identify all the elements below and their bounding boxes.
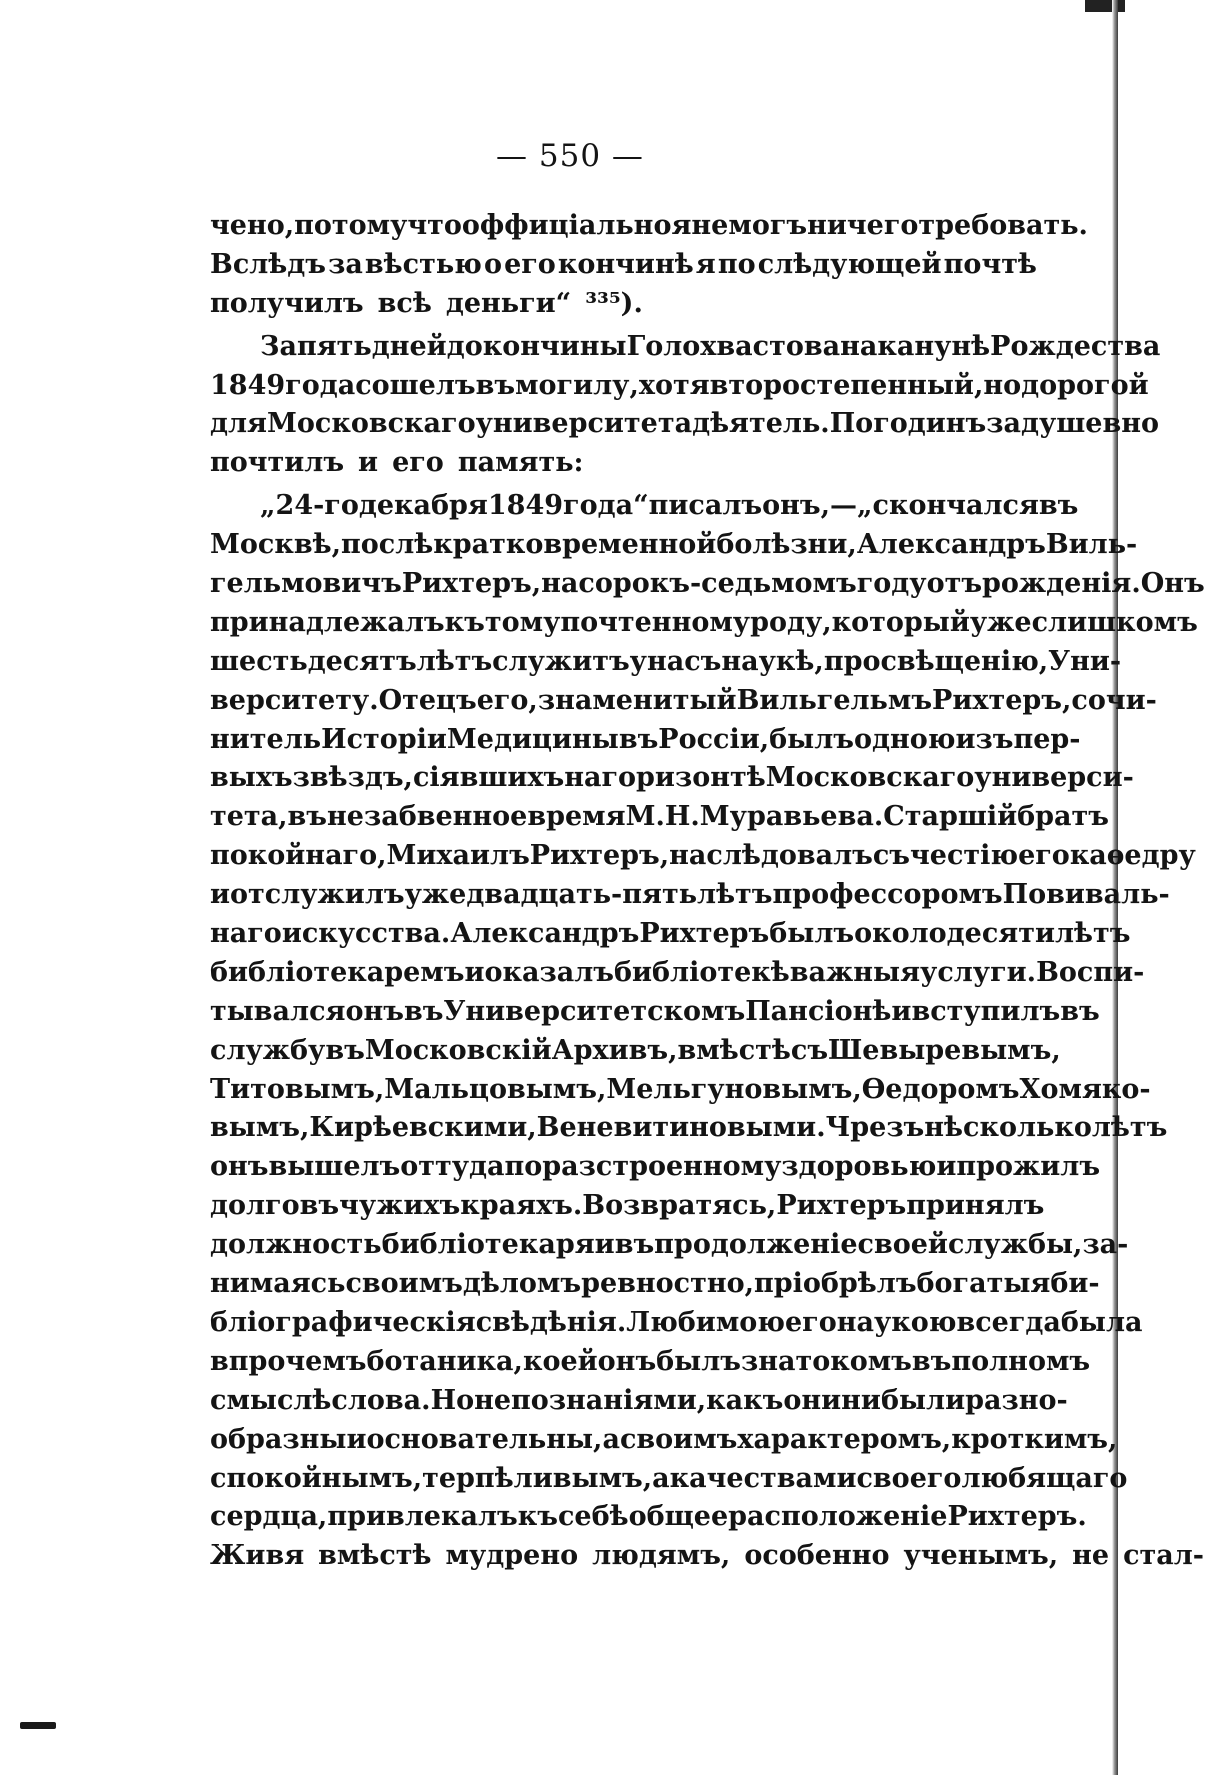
word: къ [444, 606, 485, 638]
word: людямъ, [592, 1540, 731, 1572]
word: изъ [955, 723, 1014, 755]
text-line [210, 565, 1205, 604]
word: Мальцовымъ, [384, 1073, 607, 1105]
word: въ [403, 995, 444, 1027]
word: всѣ [377, 287, 432, 319]
word: былъ [769, 918, 855, 950]
word: братъ [1017, 801, 1109, 833]
word: Старшій [883, 801, 1018, 833]
word: роду, [750, 606, 832, 638]
word: вмѣстѣ [677, 1034, 791, 1066]
word: прожилъ [956, 1151, 1101, 1183]
word: могилу, [515, 369, 639, 401]
word: Рихтеръ, [401, 568, 542, 600]
word: на [564, 762, 602, 794]
text-line [210, 487, 1079, 526]
word: ревностно, [581, 1268, 754, 1300]
word: важныя [789, 956, 921, 988]
text-line [210, 1187, 1045, 1226]
word: за [328, 248, 363, 280]
word: звѣздъ, [292, 762, 413, 794]
word: онъ,—„скончался [762, 490, 1039, 522]
text-line [210, 721, 1081, 760]
word: знаменитый [537, 684, 737, 716]
word: и [891, 995, 912, 1027]
word: честію [910, 840, 1019, 872]
word: Виль- [1045, 529, 1138, 561]
word: задушевно [986, 408, 1159, 440]
word: тому [484, 606, 561, 638]
word: онъ [210, 1151, 269, 1183]
word: наго [210, 918, 282, 950]
word: лѣтъ [1091, 1112, 1168, 1144]
word: разстроенному [542, 1151, 782, 1183]
word: лѣтъ [416, 645, 493, 677]
word: я [671, 210, 692, 241]
text-line [210, 1498, 1087, 1537]
word: услуги. [920, 956, 1037, 988]
word: Хомяко- [1019, 1073, 1151, 1105]
text-line [210, 1343, 1091, 1382]
word: года“ [563, 490, 649, 522]
word: качествами [669, 1462, 857, 1494]
word: десяти [946, 918, 1055, 950]
word: послѣ [340, 529, 434, 561]
word: Мельгуновымъ, [606, 1073, 862, 1105]
word: не [691, 210, 729, 241]
word: сердца, [210, 1501, 328, 1533]
word: въ [325, 1034, 365, 1066]
word: впрочемъ [210, 1345, 367, 1377]
text-line [210, 1421, 1118, 1460]
word: Рихтеръ. [947, 1501, 1087, 1533]
word: была [1060, 1306, 1143, 1338]
word: Рихтеръ [639, 918, 770, 950]
word: библіотекѣ [614, 956, 790, 988]
word: 1849 [210, 369, 286, 401]
word: горизонтѣ [601, 762, 766, 794]
word: Рождества [990, 330, 1161, 362]
word: Муравьева. [699, 801, 884, 833]
word: но [983, 369, 1022, 401]
text-line [210, 954, 1145, 993]
word: у [629, 645, 647, 677]
word: и [464, 956, 485, 988]
word: Михаилъ [386, 840, 530, 872]
word: ни [841, 1384, 881, 1416]
word: чужихъ [339, 1190, 461, 1222]
word: Рихтеръ, [529, 840, 670, 872]
word: Московскаго [266, 408, 476, 440]
word: для [210, 408, 267, 440]
word: оттуда [400, 1151, 505, 1183]
text-line [210, 1148, 1101, 1187]
text-line [210, 682, 1157, 721]
word: его [504, 248, 556, 280]
word: универси- [974, 762, 1134, 794]
word: уже [404, 879, 467, 911]
word: по [717, 248, 756, 280]
word: службы, [947, 1229, 1083, 1261]
word: насъ [646, 645, 722, 677]
word: былъ [656, 1345, 741, 1377]
word: принялъ [906, 1190, 1045, 1222]
word: Россіи, [658, 723, 770, 755]
word: декабря [358, 490, 488, 522]
word: о [483, 248, 502, 280]
word: своимъ [619, 1423, 738, 1455]
text-line [210, 1071, 1151, 1110]
word: службу [210, 1034, 326, 1066]
text-line [210, 1265, 1100, 1304]
word: университета [475, 408, 693, 440]
word: за- [1082, 1229, 1129, 1261]
word: на [840, 330, 878, 362]
word: знатокомъ [740, 1345, 912, 1377]
text-line [210, 837, 1196, 876]
word: библіотекаремъ [210, 956, 465, 988]
word: въ [475, 369, 516, 401]
word: кроткимъ, [951, 1423, 1118, 1455]
word: пріобрѣлъ [754, 1268, 917, 1300]
word: библіотекаря [381, 1229, 595, 1261]
word: рожденія. [982, 568, 1141, 600]
word: бліографическія [210, 1306, 476, 1338]
word: полномъ [951, 1345, 1091, 1377]
word: уже [969, 606, 1032, 638]
word: чено, [210, 210, 295, 241]
word: и [346, 1423, 367, 1455]
word: ³³⁵). [585, 287, 643, 319]
text-line [210, 604, 1198, 643]
word: Университетскомъ [443, 995, 746, 1027]
word: стал- [1123, 1540, 1205, 1572]
word: тывался [210, 995, 346, 1027]
word: пер- [1013, 723, 1081, 755]
word: 1849 [487, 490, 564, 522]
word: его [784, 1306, 837, 1338]
word: оффиціально [461, 210, 672, 241]
word: его [392, 447, 444, 479]
word: Архивъ, [551, 1034, 678, 1066]
word: принадлежалъ [210, 606, 445, 638]
word: время [527, 801, 626, 833]
word: Воспи- [1036, 956, 1145, 988]
text-line [210, 1226, 1129, 1265]
word: нимаясь [210, 1268, 346, 1300]
word: дорогой [1021, 369, 1149, 401]
word: одною [854, 723, 956, 755]
word: всегда [956, 1306, 1061, 1338]
word: дѣломъ [462, 1268, 582, 1300]
word: Исторіи [321, 723, 447, 755]
word: Рихтеръ, [932, 684, 1072, 716]
word: просвѣщенію, [823, 645, 1049, 677]
scan-edge-mark [1085, 0, 1125, 12]
text-line [210, 798, 1109, 837]
word: Вильгельмъ [736, 684, 933, 716]
text-line [210, 915, 1131, 954]
word: канунѣ [877, 330, 991, 362]
word: Чрезъ [825, 1112, 925, 1144]
word: характеромъ, [737, 1423, 952, 1455]
text-line [210, 526, 1138, 565]
word: ботаника, [366, 1345, 523, 1377]
word: слишкомъ [1031, 606, 1198, 638]
word: который [831, 606, 970, 638]
text-line [210, 285, 1037, 324]
word: вступилъ [911, 995, 1061, 1027]
word: и [210, 879, 231, 911]
word: себѣ [557, 1501, 629, 1533]
word: мудрено [445, 1540, 579, 1572]
word: Повиваль- [1002, 879, 1170, 911]
word: Голохвастова [626, 330, 841, 362]
word: Н. [664, 801, 700, 833]
scan-margin-mark [20, 1722, 56, 1729]
word: болѣзни, [716, 529, 857, 561]
word: расположеніе [728, 1501, 948, 1533]
word: отслужилъ [230, 879, 405, 911]
word: отъ [926, 568, 983, 600]
word: пять [296, 330, 372, 362]
word: были [880, 1384, 966, 1416]
word: Погодинъ [829, 408, 987, 440]
word: Александръ [856, 529, 1046, 561]
word: Ѳедоромъ [861, 1073, 1020, 1105]
word: познаніями, [511, 1384, 707, 1416]
word: по [504, 1151, 543, 1183]
word: я [695, 248, 716, 280]
word: привлекалъ [327, 1501, 518, 1533]
word: вымъ, [210, 1112, 310, 1144]
text-line [210, 876, 1170, 915]
word: смыслѣ [210, 1384, 332, 1416]
word: кончинѣ [557, 248, 694, 280]
word: около [854, 918, 947, 950]
text-line [210, 1304, 1143, 1343]
word: Вслѣдъ [210, 248, 326, 280]
word: незабвенное [327, 801, 528, 833]
word: богатыя [916, 1268, 1051, 1300]
text-line [210, 1109, 1168, 1148]
word: слѣдующей [757, 248, 942, 280]
word: и [594, 1229, 615, 1261]
word: профессоромъ [772, 879, 1003, 911]
word: потому [294, 210, 408, 241]
word: Уни- [1048, 645, 1122, 677]
word: общее [628, 1501, 729, 1533]
word: Любимою [626, 1306, 785, 1338]
word: на [541, 568, 579, 600]
word: былъ [769, 723, 854, 755]
word: нитель [210, 723, 322, 755]
word: образны [210, 1423, 347, 1455]
word: что [407, 210, 462, 241]
word: онъ [597, 1345, 657, 1377]
text-line [210, 759, 1134, 798]
word: своей [857, 1229, 948, 1261]
word: а [602, 1423, 620, 1455]
word: въ [618, 723, 659, 755]
word: наукою [836, 1306, 957, 1338]
word: продолженіе [654, 1229, 858, 1261]
word: М. [625, 801, 665, 833]
word: Пансіонѣ [745, 995, 892, 1027]
word: гельмовичъ [210, 568, 402, 600]
word: вышелъ [268, 1151, 401, 1183]
word: сошелъ [355, 369, 476, 401]
word: года [285, 369, 356, 401]
word: коей [522, 1345, 598, 1377]
word: и [358, 447, 379, 479]
text-line [210, 643, 1122, 682]
word: его, [476, 684, 538, 716]
word: его [1018, 840, 1070, 872]
word: въ [1038, 490, 1079, 522]
word: съ [872, 840, 911, 872]
word: своимъ [345, 1268, 463, 1300]
word: любящаго [961, 1462, 1128, 1494]
word: шестьдесятъ [210, 645, 417, 677]
word: особенно [744, 1540, 890, 1572]
word: наукѣ, [721, 645, 824, 677]
word: оказалъ [484, 956, 614, 988]
word: почтѣ [943, 248, 1037, 280]
word: искусства. [281, 918, 451, 950]
text-line [210, 367, 1149, 406]
word: двадцать-пять [466, 879, 698, 911]
word: спокойнымъ, [210, 1462, 423, 1494]
word: какъ [706, 1384, 784, 1416]
word: съ [790, 1034, 829, 1066]
word: получилъ [210, 287, 364, 319]
word: Московскій [364, 1034, 552, 1066]
word: а [652, 1462, 670, 1494]
word: краяхъ. [460, 1190, 583, 1222]
word: разно- [965, 1384, 1068, 1416]
text-line [210, 1382, 1068, 1421]
text-line [210, 1537, 1205, 1576]
word: ничего [807, 210, 919, 241]
word: хотя [638, 369, 710, 401]
word: Александръ [450, 918, 640, 950]
word: требовать. [918, 210, 1088, 241]
word: въ [287, 801, 328, 833]
word: терпѣливымъ, [422, 1462, 653, 1494]
word: въ [614, 1229, 655, 1261]
word: Титовымъ, [210, 1073, 385, 1105]
word: въ [1060, 995, 1100, 1027]
text-line [210, 1460, 1128, 1499]
word: въ [299, 1190, 340, 1222]
body-text [210, 207, 1205, 1576]
word: не [474, 1384, 512, 1416]
word: Рихтеръ [776, 1190, 907, 1222]
word: дѣятель. [692, 408, 830, 440]
word: онъ [345, 995, 404, 1027]
word: Отецъ [378, 684, 477, 716]
word: лѣтъ [1054, 918, 1131, 950]
word: деньги“ [445, 287, 572, 319]
word: Живя [210, 1540, 305, 1572]
word: могъ [728, 210, 808, 241]
text-line [210, 207, 1088, 246]
page-number: — 550 — [496, 138, 644, 174]
word: Медицины [446, 723, 619, 755]
word: и [936, 1151, 957, 1183]
word: Москвѣ, [210, 529, 341, 561]
word: Веневитиновыми. [536, 1112, 826, 1144]
word: служитъ [492, 645, 630, 677]
word: нѣсколько [924, 1112, 1092, 1144]
word: ученымъ, [903, 1540, 1059, 1572]
word: память: [457, 447, 584, 479]
word: вѣстью [364, 248, 482, 280]
text-line [210, 246, 1037, 285]
word: Московскаго [765, 762, 975, 794]
word: должность [210, 1229, 382, 1261]
word: почтенному [560, 606, 751, 638]
text-line [210, 444, 1037, 483]
word: до [446, 330, 483, 362]
word: сочи- [1071, 684, 1157, 716]
word: сіявшихъ [412, 762, 565, 794]
word: второстепенный, [709, 369, 984, 401]
word: Возвратясь, [582, 1190, 777, 1222]
word: писалъ [648, 490, 763, 522]
word: свѣдѣнія. [475, 1306, 627, 1338]
word: би- [1050, 1268, 1100, 1300]
word: слова. [331, 1384, 431, 1416]
word: Шевыревымъ, [828, 1034, 1061, 1066]
text-line [210, 405, 1159, 444]
word: выхъ [210, 762, 293, 794]
word: тета, [210, 801, 288, 833]
word: кончины [482, 330, 627, 362]
word: лѣтъ [697, 879, 773, 911]
word: За [260, 330, 297, 362]
word: къ [517, 1501, 558, 1533]
word: Кирѣевскими, [309, 1112, 537, 1144]
word: они [783, 1384, 842, 1416]
text-line [210, 993, 1100, 1032]
word: кратковременной [433, 529, 717, 561]
word: верситету. [210, 684, 379, 716]
word: дней [371, 330, 447, 362]
word: въ [911, 1345, 952, 1377]
word: Но [430, 1384, 475, 1416]
word: наслѣдовалъ [669, 840, 873, 872]
word: почтилъ [210, 447, 345, 479]
word: основательны, [366, 1423, 603, 1455]
word: своего [856, 1462, 962, 1494]
word: году [856, 568, 927, 600]
word: долго [210, 1190, 300, 1222]
word: вмѣстѣ [318, 1540, 432, 1572]
word: покойнаго, [210, 840, 387, 872]
word: сорокъ-седьмомъ [578, 568, 857, 600]
text-line [210, 1032, 1061, 1071]
word: здоровью [781, 1151, 937, 1183]
text-line [210, 328, 1161, 367]
word: каѳедру [1069, 840, 1196, 872]
word: „24-го [260, 490, 359, 522]
word: Онъ [1140, 568, 1205, 600]
word: не [1072, 1540, 1110, 1572]
